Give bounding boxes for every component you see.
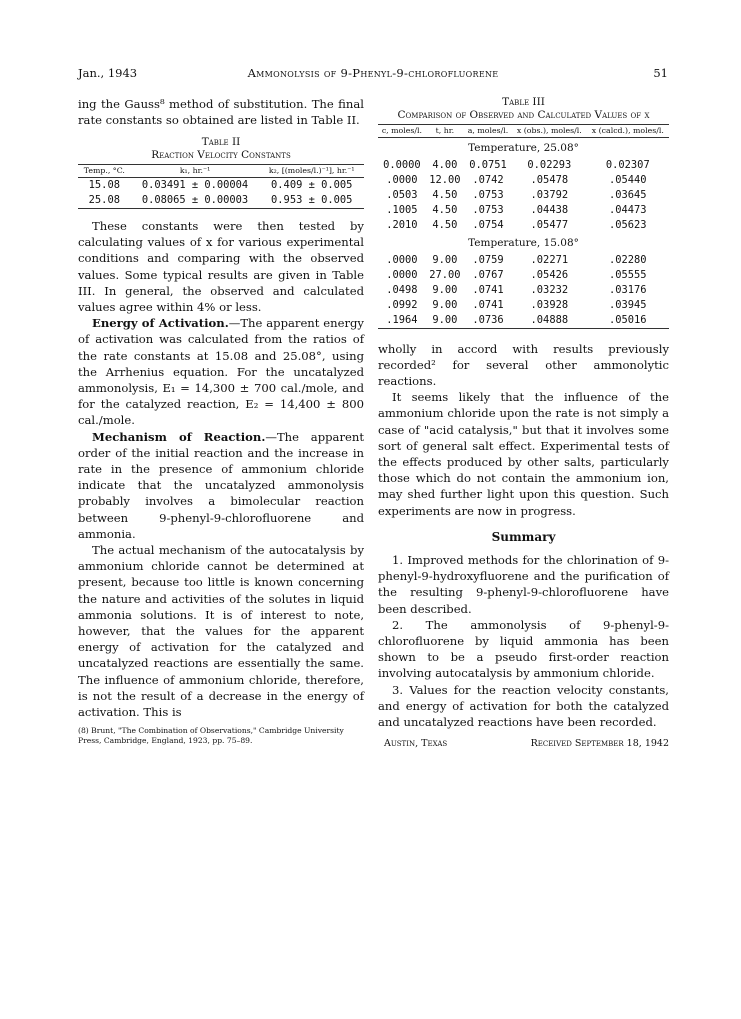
table-cell: 12.00 [429, 173, 461, 186]
table-cell: .05477 [530, 218, 569, 231]
table-cell: .0754 [472, 218, 504, 231]
table-cell: .04438 [530, 203, 569, 216]
table-cell: .0759 [472, 253, 504, 266]
table-cell: .05440 [609, 173, 647, 186]
paragraph: wholly in accord with results previously recorded² for several other ammonolytic reactions. [378, 341, 669, 388]
table-ii [78, 136, 364, 209]
table-row [78, 177, 364, 193]
running-header [78, 66, 668, 82]
column-header: c, moles/l. [378, 125, 426, 138]
table-cell: 9.00 [432, 253, 458, 266]
paragraph: Mechanism of Reaction.—The apparent order of the initial reaction and the increase in rate in the presence of ammonium chloride indicate that the uncatalyzed ammonolysis probably involves a bimolecular reaction between 9-phenyl-9-chlorofluorene and ammonia. [78, 429, 364, 541]
table-cell: .04473 [609, 203, 647, 216]
table-cell: 0.0751 [469, 158, 507, 171]
header-title: Ammonolysis of 9-Phenyl-9-chlorofluorene [247, 66, 499, 80]
table-cell: .1005 [386, 203, 418, 216]
column-header: x (obs.), moles/l. [512, 125, 587, 138]
footnote: (8) Brunt, "The Combination of Observations," Cambridge University Press, Cambridge, England, 1923, pp. 75–89. [78, 726, 344, 745]
table-cell: 0.03491 ± 0.00004 [141, 178, 249, 191]
table-subheading [378, 233, 669, 253]
table-cell: 0.08065 ± 0.00003 [131, 193, 260, 209]
table-row [378, 253, 669, 268]
table-cell: .0503 [386, 188, 418, 201]
table-cell: .05016 [587, 313, 669, 329]
table-cell: 0.02293 [527, 158, 572, 171]
table-cell: .0000 [386, 173, 418, 186]
column-header: t, hr. [426, 125, 464, 138]
table-cell: 9.00 [426, 313, 464, 329]
column-header: k₁, hr.⁻¹ [131, 165, 260, 178]
header-date: Jan., 1943 [78, 66, 138, 80]
table-cell: .03176 [609, 283, 647, 296]
table-cell: .05478 [530, 173, 569, 186]
table-cell: 9.00 [432, 298, 458, 311]
table-cell: .0742 [472, 173, 504, 186]
table-row [78, 193, 364, 209]
summary-item: 2. The ammonolysis of 9-phenyl-9-chlorofluorene by liquid ammonia has been shown to be a pseudo first-order reaction involving autocatalysis by ammonium chloride. [378, 617, 669, 681]
table-cell: 15.08 [88, 178, 120, 191]
table-cell: 0.409 ± 0.005 [271, 178, 353, 191]
table-row [378, 218, 669, 233]
section-heading: Mechanism of Reaction. [92, 429, 266, 444]
table-cell: .0000 [386, 253, 418, 266]
table-cell: .1964 [378, 313, 426, 329]
table-cell: 9.00 [432, 283, 458, 296]
subheading-cell: Temperature, 25.08° [468, 141, 579, 154]
table-cell: .03945 [609, 298, 647, 311]
table-cell: .0000 [386, 268, 418, 281]
right-column [378, 96, 669, 750]
table-row [378, 173, 669, 188]
table-cell: 27.00 [429, 268, 461, 281]
table-subheading [378, 137, 669, 158]
table-row [378, 298, 669, 313]
paragraph: These constants were then tested by calculating values of x for various experimental conditions and comparing with the observed values. Some typical results are given in Table III. In general, the observed and calculated values agree within 4% or less. [78, 218, 364, 314]
table-row [378, 313, 669, 329]
table-cell: .05623 [609, 218, 647, 231]
column-header: a, moles/l. [464, 125, 512, 138]
table-row [378, 188, 669, 203]
table-cell: .0498 [386, 283, 418, 296]
paragraph: The actual mechanism of the autocatalysis by ammonium chloride cannot be determined at present, because too little is known concerning the nature and activities of the solutes in liquid ammonia solutions. It is of interest to note, however, that the values for the apparent energy of activation for the catalyzed and uncatalyzed reactions are essentially the same. The influence of ammonium chloride, therefore, is not the result of a decrease in the energy of activation. This is [78, 542, 364, 719]
paragraph: It seems likely that the influence of the ammonium chloride upon the rate is not simply a case of "acid catalysis," but that it involves some sort of general salt effect. Experimental tests of the effects produced by other salts, particularly those which do not contain the ammonium ion, may shed further light upon this question. Such experiments are now in progress. [378, 390, 669, 518]
received-date: Received September 18, 1942 [530, 738, 669, 750]
page-number: 51 [653, 66, 668, 80]
summary-item: 3. Values for the reaction velocity constants, and energy of activation for both the catalyzed and uncatalyzed reactions have been recorded. [378, 682, 669, 729]
table-cell: .0767 [472, 268, 504, 281]
table-title: Comparison of Observed and Calculated Values of x [397, 109, 650, 121]
signature-line [378, 736, 669, 750]
table-cell: .0736 [464, 313, 512, 329]
table-cell: .03645 [609, 188, 647, 201]
table-row [378, 283, 669, 298]
table-label: Table II [201, 136, 241, 149]
paragraph: Energy of Activation.—The apparent energy of activation was calculated from the ratios of the rate constants at 15.08 and 25.08°, using the Arrhenius equation. For the uncatalyzed ammonolysis, E₁ = 14,300 ± 700 cal./mole, and for the catalyzed reaction, E₂ = 14,400 ± 800 cal./mole. [78, 316, 364, 428]
table-cell: 0.0000 [383, 158, 421, 171]
table-label: Table III [502, 96, 545, 108]
table-cell: 4.50 [432, 218, 458, 231]
column-header: x (calcd.), moles/l. [587, 125, 669, 138]
table-cell: 4.00 [432, 158, 458, 171]
table-cell: .02280 [609, 253, 647, 266]
table-cell: 4.50 [432, 203, 458, 216]
table-cell: .05426 [530, 268, 569, 281]
paragraph: ing the Gauss⁸ method of substitution. The final rate constants so obtained are listed in Table II. [78, 97, 364, 128]
table-row [378, 203, 669, 218]
data-table [378, 124, 669, 329]
summary-heading: Summary [491, 529, 556, 544]
table-row [378, 158, 669, 173]
column-header: Temp., °C. [78, 165, 131, 178]
section-heading: Energy of Activation. [92, 316, 229, 331]
table-cell: .05555 [609, 268, 647, 281]
left-column [78, 96, 364, 745]
table-cell: 0.953 ± 0.005 [259, 193, 364, 209]
location: Austin, Texas [384, 738, 448, 750]
table-cell: .03232 [530, 283, 569, 296]
summary-item: 1. Improved methods for the chlorination of 9-phenyl-9-hydroxyfluorene and the purification of the resulting 9-phenyl-9-chlorofluorene have been described. [378, 552, 669, 616]
table-cell: .0741 [472, 298, 504, 311]
table-cell: .02271 [530, 253, 569, 266]
table-cell: 0.02307 [605, 158, 650, 171]
table-iii [378, 96, 669, 329]
subheading-cell: Temperature, 15.08° [468, 236, 579, 249]
table-cell: 25.08 [78, 193, 131, 209]
table-cell: .03792 [530, 188, 569, 201]
table-cell: .2010 [386, 218, 418, 231]
table-cell: .0741 [472, 283, 504, 296]
table-title: Reaction Velocity Constants [151, 149, 291, 162]
table-cell: .03928 [530, 298, 569, 311]
data-table [78, 164, 364, 209]
table-cell: .0753 [472, 188, 504, 201]
table-cell: 4.50 [432, 188, 458, 201]
table-cell: .04888 [512, 313, 587, 329]
table-cell: .0753 [472, 203, 504, 216]
table-cell: .0992 [386, 298, 418, 311]
column-header: k₂, [(moles/l.)⁻¹], hr.⁻¹ [259, 165, 364, 178]
table-row [378, 268, 669, 283]
